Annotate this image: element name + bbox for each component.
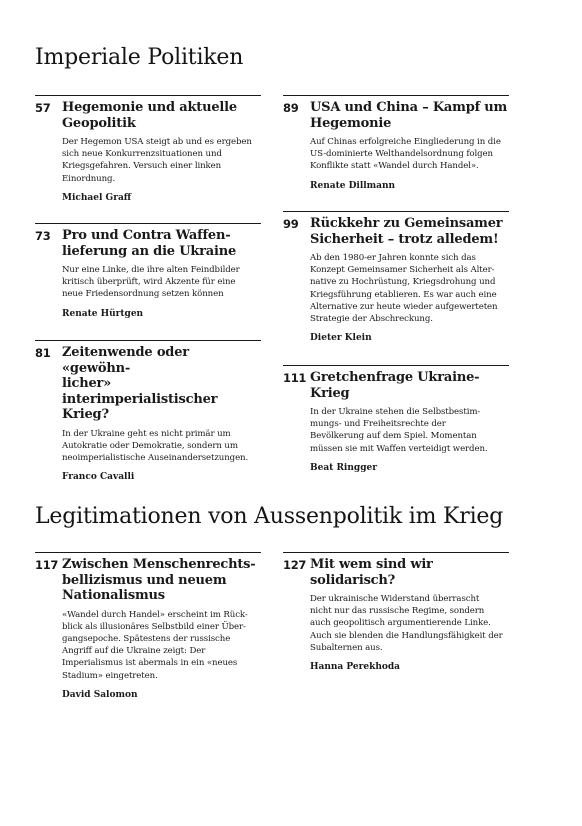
article-title: Zeitenwende oder «gewöhn- licher» interimperialistischer Krieg? <box>62 345 218 422</box>
article-title: Rückkehr zu Gemeinsamer Sicherheit – trotz alledem! <box>310 216 503 247</box>
article-title: Hegemonie und aktuelle Geopolitik <box>62 100 237 131</box>
toc-entry[interactable] <box>283 365 509 473</box>
article-author: Renate Hürtgen <box>62 308 144 319</box>
toc-entry[interactable] <box>283 211 509 343</box>
article-description: Der Hegemon USA steigt ab und es ergeben sich neue Konkurrenzsituationen und Kriegsgefahren. Versuch einer linken Einordnung. <box>62 137 252 184</box>
article-title: Pro und Contra Waffen- lieferung an die Ukraine <box>62 228 237 259</box>
article-description: «Wandel durch Handel» erscheint im Rück- blick als illusionäres Selbstbild einer Über- gangsepoche. Spätestens der russische Angriff auf die Ukraine zeigt: Der Imperialismus ist abermals in ein «neues Stadium» eingetreten. <box>62 609 248 681</box>
article-author: Dieter Klein <box>310 333 372 344</box>
section-title: Imperiale Politiken <box>35 45 244 70</box>
article-description: Der ukrainische Widerstand überrascht nicht nur das russische Regime, sondern auch geopolitisch argumentierende Linke. Auch sie blenden die Handlungsfähigkeit der Subalternen aus. <box>310 594 503 653</box>
article-author: Franco Cavalli <box>62 472 135 483</box>
article-description: In der Ukraine geht es nicht primär um Autokratie oder Demokratie, sondern um neoimperialistische Auseinandersetzungen. <box>62 428 249 463</box>
page-number: 73 <box>35 229 51 243</box>
article-author: Renate Dillmann <box>310 180 396 191</box>
article-title: Gretchenfrage Ukraine- Krieg <box>310 370 480 401</box>
toc-entry[interactable] <box>35 95 261 203</box>
article-description: In der Ukraine stehen die Selbstbestim- mungs- und Freiheitsrechte der Bevölkerung auf dem Spiel. Momentan müssen sie mit Waffen verteidigt werden. <box>310 407 488 454</box>
article-description: Ab den 1980-er Jahren konnte sich das Konzept Gemeinsamer Sicherheit als Alter- native zu Hochrüstung, Kriegsdrohung und Kriegsführung etablieren. Es war auch eine Alternative zur heute wieder aufgewerteten Strategie der Abschreckung. <box>310 253 498 325</box>
page-number: 127 <box>283 558 307 572</box>
article-title: Mit wem sind wir solidarisch? <box>310 557 433 588</box>
toc-entry[interactable] <box>35 223 261 319</box>
page-number: 57 <box>35 101 51 115</box>
article-title: Zwischen Menschenrechts- bellizismus und neuem Nationalismus <box>62 557 256 603</box>
article-title: USA und China – Kampf um Hegemonie <box>310 100 508 131</box>
section-title: Legitimationen von Aussenpolitik im Krieg <box>35 504 504 529</box>
toc-entry[interactable] <box>35 552 261 700</box>
article-author: Hanna Perekhoda <box>310 662 401 673</box>
article-author: David Salomon <box>62 689 138 700</box>
page-number: 81 <box>35 346 51 360</box>
toc-entry[interactable] <box>283 552 509 672</box>
article-description: Nur eine Linke, die ihre alten Feindbilder kritisch überprüft, wird Akzente für eine neue Friedensordnung setzen können <box>62 265 240 300</box>
page-number: 89 <box>283 101 299 115</box>
toc-entry[interactable] <box>35 340 261 482</box>
article-author: Michael Graff <box>62 192 132 203</box>
toc-entry[interactable] <box>283 95 509 191</box>
article-author: Beat Ringger <box>310 462 377 473</box>
page-number: 99 <box>283 217 299 231</box>
article-description: Auf Chinas erfolgreiche Eingliederung in die US-dominierte Welthandelsordnung folgen Konflikte statt «Wandel durch Handel». <box>310 137 501 172</box>
page-number: 117 <box>35 558 59 572</box>
page-number: 111 <box>283 371 307 385</box>
